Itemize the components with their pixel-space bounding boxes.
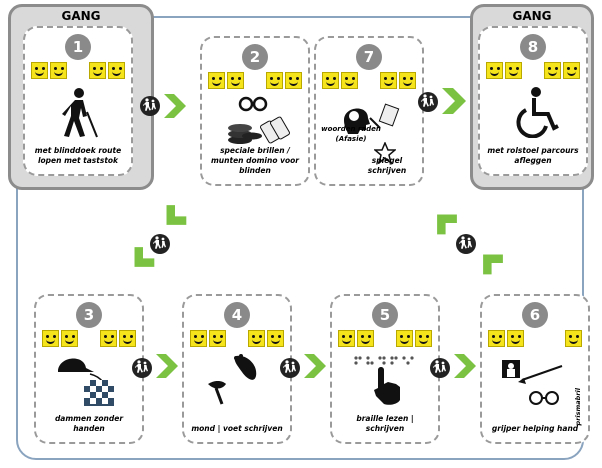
smiley-icon [61,330,78,347]
station-3 [34,294,144,444]
station-number: 1 [65,34,91,60]
station-8 [478,26,588,176]
smiley-rating [208,72,302,89]
grabber-tool-icon [500,358,570,410]
station-4 [182,294,292,444]
smiley-icon [50,62,67,79]
smiley-icon [486,62,503,79]
chevron-right-icon [302,352,328,380]
blind-walker-with-cane-icon [43,86,113,138]
station-caption: speciale brillen / munten domino voor blinden [210,146,300,175]
smiley-icon [42,330,59,347]
station-caption-words: woorden raden (Afasie) [321,125,381,143]
smiley-icon [208,72,225,89]
station-side-text: prismabril [574,388,582,426]
station-number: 4 [224,302,250,328]
smiley-icon [565,330,582,347]
smiley-icon [266,72,283,89]
chevron-down-left-icon [160,200,190,230]
walking-icon [140,96,160,116]
station-caption: mond | voet schrijven [191,424,283,433]
foot-mouth-pen-icon [202,354,272,406]
smiley-icon [338,330,355,347]
station-caption: met rolstoel parcours afleggen [487,146,579,165]
smiley-icon [563,62,580,79]
station-5 [330,294,440,444]
station-number: 7 [356,44,382,70]
smiley-icon [89,62,106,79]
chevron-right-icon [452,352,478,380]
chevron-up-left-icon [432,208,462,238]
chevron-right-icon [154,352,180,380]
station-number: 3 [76,302,102,328]
station-6 [480,294,590,444]
chevron-up-left-icon [478,248,508,278]
station-caption: dammen zonder handen [54,414,124,433]
walking-icon [418,92,438,112]
station-1 [23,26,133,176]
station-number: 8 [520,34,546,60]
braille-hand-icon [350,354,420,406]
smiley-rating [42,330,136,347]
walking-icon [280,358,300,378]
smiley-icon [507,330,524,347]
smiley-rating [322,72,416,89]
smiley-icon [396,330,413,347]
smiley-icon [322,72,339,89]
cap-checkerboard-icon [54,354,124,406]
smiley-icon [248,330,265,347]
chevron-right-icon [162,92,188,120]
walking-icon [132,358,152,378]
smiley-icon [488,330,505,347]
station-2 [200,36,310,186]
smiley-rating [31,62,125,79]
wheelchair-icon [498,86,568,138]
chevron-right-icon [440,86,468,116]
station-caption: met blinddoek route lopen met taststok [34,146,122,165]
smiley-icon [415,330,432,347]
glasses-coins-domino-icon [220,96,290,148]
smiley-rating [338,330,432,347]
smiley-icon [341,72,358,89]
station-caption-mirror: spiegel schrijven [367,156,407,175]
smiley-icon [380,72,397,89]
smiley-icon [100,330,117,347]
station-number: 2 [242,44,268,70]
smiley-icon [119,330,136,347]
smiley-icon [267,330,284,347]
smiley-icon [209,330,226,347]
smiley-icon [399,72,416,89]
gang-label: GANG [61,9,101,23]
smiley-icon [190,330,207,347]
smiley-icon [505,62,522,79]
station-caption: grijper helping hand [491,424,579,433]
smiley-icon [285,72,302,89]
smiley-icon [544,62,561,79]
smiley-rating [486,62,580,79]
station-7 [314,36,424,186]
walking-icon [430,358,450,378]
smiley-icon [227,72,244,89]
chevron-down-left-icon [128,242,158,272]
station-number: 6 [522,302,548,328]
smiley-icon [108,62,125,79]
station-number: 5 [372,302,398,328]
smiley-icon [31,62,48,79]
smiley-rating [488,330,582,347]
smiley-icon [357,330,374,347]
gang-label: GANG [512,9,552,23]
station-caption: braille lezen | schrijven [356,414,414,433]
smiley-rating [190,330,284,347]
